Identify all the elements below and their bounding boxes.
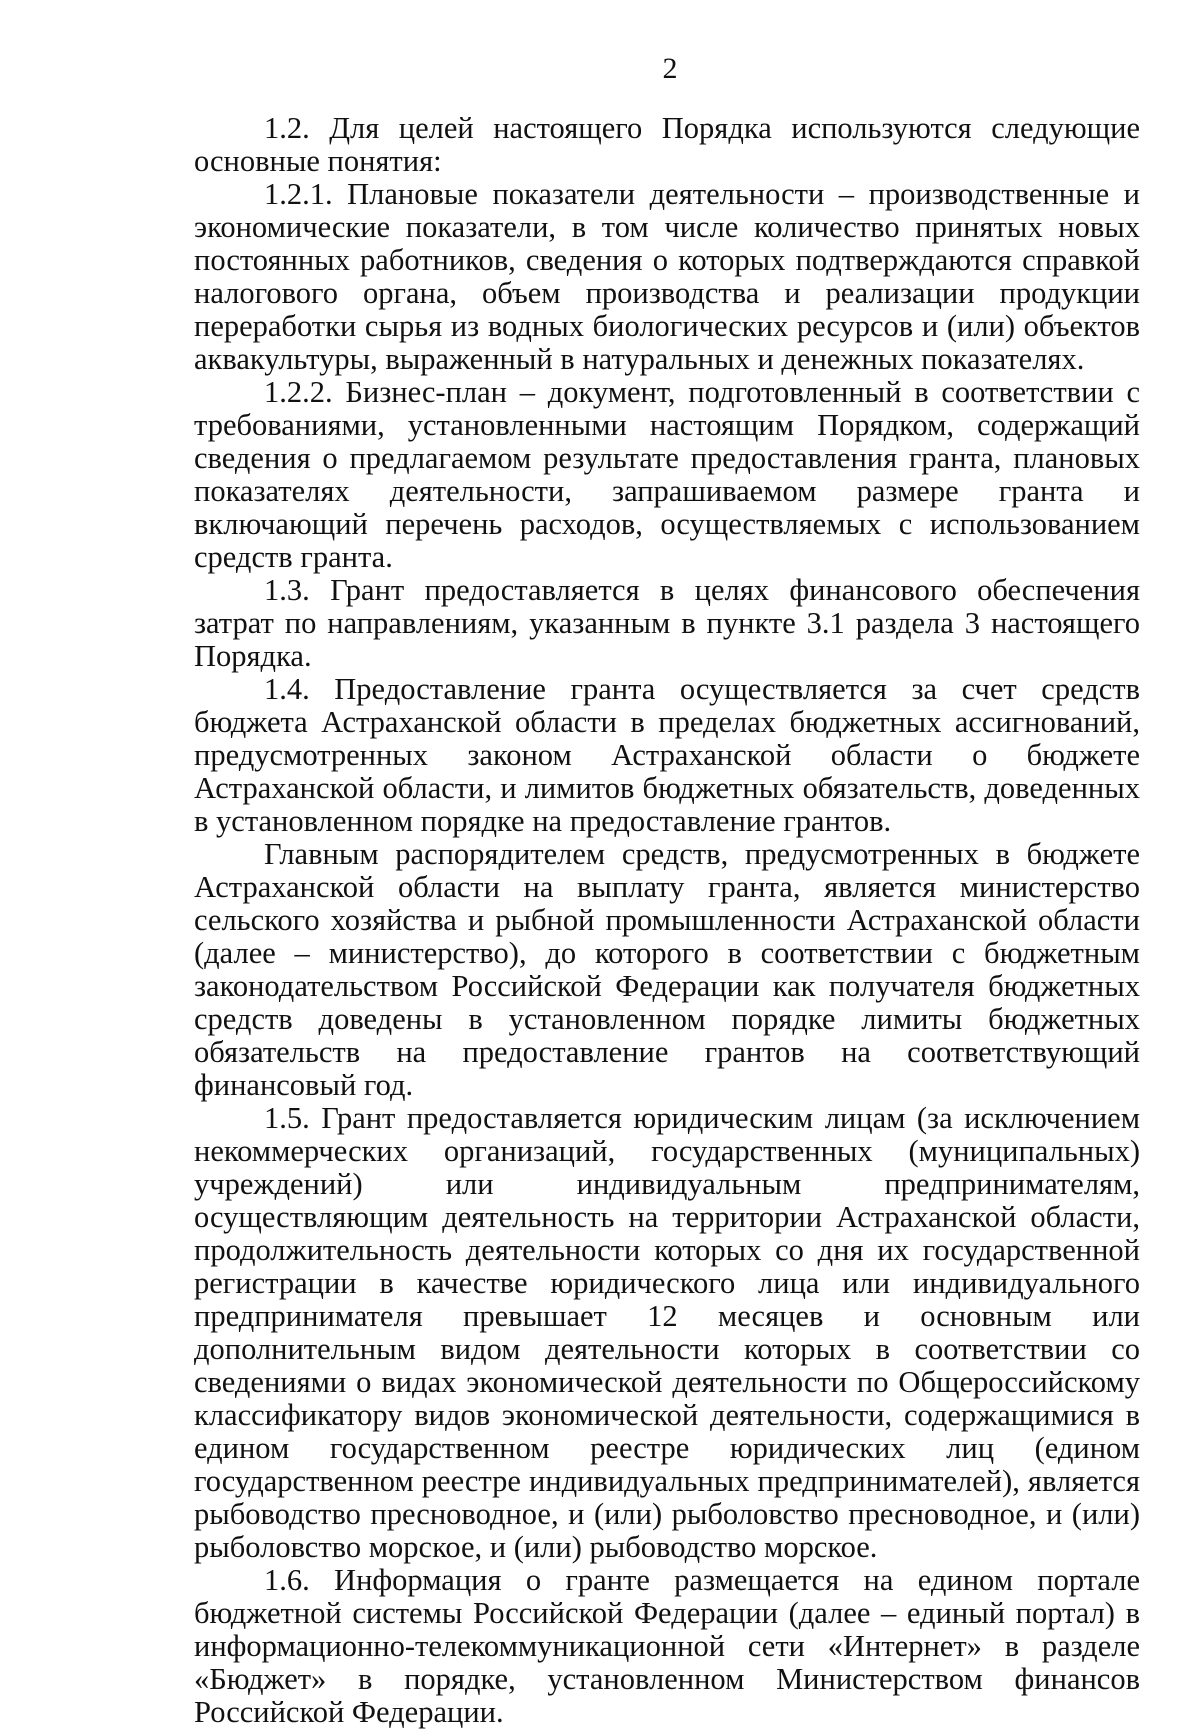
paragraph-1-2-1: 1.2.1. Плановые показатели деятельности – производственные и экономические показатели, в том числе количество принятых новых постоянных работников, сведения о которых подтверждаются справкой налогового органа, объем производства и реализации продукции переработки сырья из водных биологических ресурсов и (или) объектов аквакультуры, выраженный в натуральных и денежных показателях.: [194, 177, 1140, 376]
page-number: 2: [662, 52, 678, 85]
document-body: [194, 112, 1140, 1729]
paragraph-1-2-2: 1.2.2. Бизнес-план – документ, подготовленный в соответствии с требованиями, установленными настоящим Порядком, содержащий сведения о предлагаемом результате предоставления гранта, плановых показателях деятельности, запрашиваемом размере гранта и включающий перечень расходов, осуществляемых с использованием средств гранта.: [194, 375, 1140, 574]
paragraph-main-administrator: Главным распорядителем средств, предусмотренных в бюджете Астраханской области на выплату гранта, является министерство сельского хозяйства и рыбной промышленности Астраханской области (далее – министерство), до которого в соответствии с бюджетным законодательством Российской Федерации как получателя бюджетных средств доведены в установленном порядке лимиты бюджетных обязательств на предоставление грантов на соответствующий финансовый год.: [194, 837, 1140, 1102]
paragraph-1-3: 1.3. Грант предоставляется в целях финансового обеспечения затрат по направлениям, указанным в пункте 3.1 раздела 3 настоящего Порядка.: [194, 573, 1140, 673]
paragraph-1-2: 1.2. Для целей настоящего Порядка используются следующие основные понятия:: [194, 111, 1140, 178]
paragraph-1-5: 1.5. Грант предоставляется юридическим лицам (за исключением некоммерческих организаций, государственных (муниципальных) учреждений) или индивидуальным предпринимателям, осуществляющим деятельность на территории Астраханской области, продолжительность деятельности которых со дня их государственной регистрации в качестве юридического лица или индивидуального предпринимателя превышает 12 месяцев и основным или дополнительным видом деятельности которых в соответствии со сведениями о видах экономической деятельности по Общероссийскому классификатору видов экономической деятельности, содержащимися в едином государственном реестре юридических лиц (едином государственном реестре индивидуальных предпринимателей), является рыбоводство пресноводное, и (или) рыболовство пресноводное, и (или) рыболовство морское, и (или) рыбоводство морское.: [194, 1101, 1140, 1564]
paragraph-1-4: 1.4. Предоставление гранта осуществляется за счет средств бюджета Астраханской области в пределах бюджетных ассигнований, предусмотренных законом Астраханской области о бюджете Астраханской области, и лимитов бюджетных обязательств, доведенных в установленном порядке на предоставление грантов.: [194, 672, 1140, 838]
paragraph-1-6: 1.6. Информация о гранте размещается на едином портале бюджетной системы Российской Федерации (далее – единый портал) в информационно-телекоммуникационной сети «Интернет» в разделе «Бюджет» в порядке, установленном Министерством финансов Российской Федерации.: [194, 1563, 1140, 1729]
